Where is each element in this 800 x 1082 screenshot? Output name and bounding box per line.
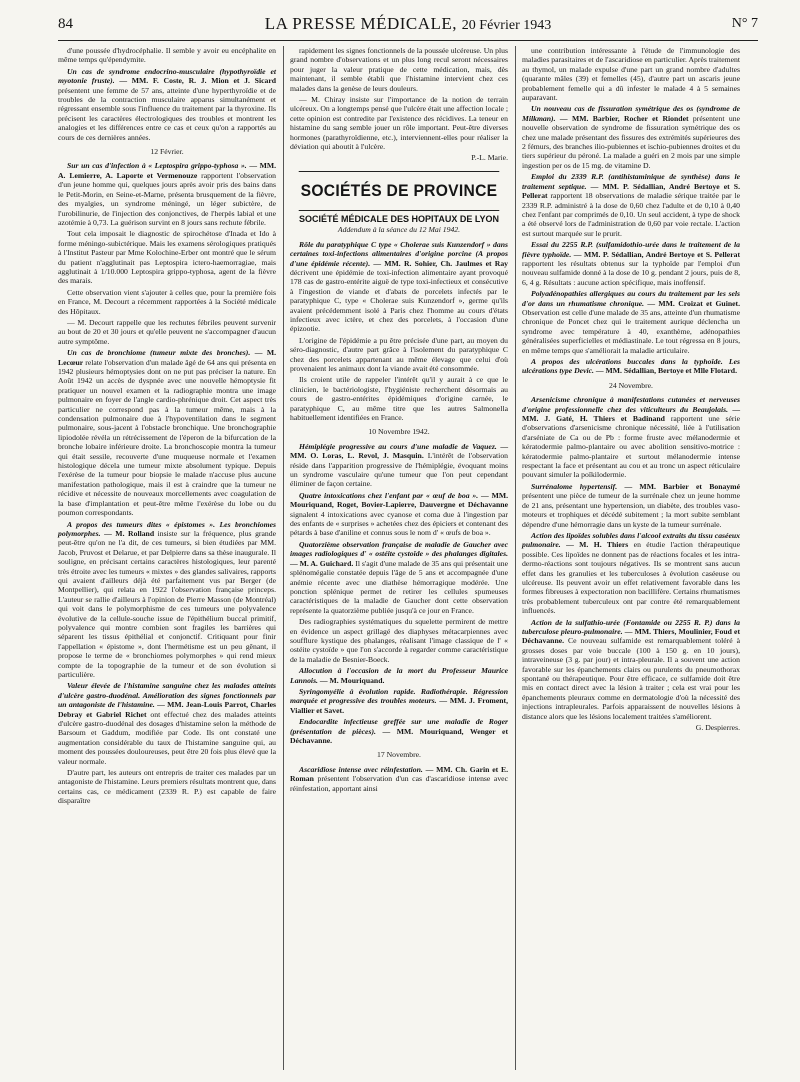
article-body: décrivent une épidémie de toxi-infection alimentaire ayant provoqué 178 cas de gastro-entérite aiguë de type toxi-infectieux et consécutive à l'ingestion de viande et d'abats de porcelets infectés par le paratyphique C, type « Cholerae suis Kunzendorf », germe qu'ils avaient précédemment isolé à Paris chez l'homme au cours d'états infectieux avec ictère, et chez des porcelets, à l'occasion d'une épizootie. <box>290 267 508 334</box>
article <box>522 104 740 170</box>
article <box>522 240 740 287</box>
article-title: Quatre intoxications chez l'enfant par « œuf de boa ». <box>299 490 479 500</box>
article <box>58 520 276 680</box>
column-divider <box>515 46 516 1070</box>
article-authors: — M. A. Guichard. <box>290 558 354 568</box>
paragraph: d'une poussée d'hydrocéphalie. Il semble y avoir eu encéphalite en même temps qu'épendymite. <box>58 46 276 65</box>
article-title: Ascaridiose intense avec réinfestation. <box>299 764 423 774</box>
page-header <box>58 14 758 41</box>
article-authors: — M. H. Thiers <box>566 540 629 550</box>
article-body: rapportent 18 observations de maladie sérique traitée par le 2339 R.P. administré à la dose de 0,60 chez l'adulte et de 0,10 à 0,40 chez l'enfant par comprimés de 0,10. Un seul accident, à type de shock a été observé lors de l'administration de 0,60 par voie rectale. L'action est surtout marquée sur le prurit. <box>522 191 741 238</box>
paragraph: D'autre part, les auteurs ont entrepris de traiter ces malades par un antagoniste de l'histamine. Leurs premiers résultats montrent que, dans certains cas, ce médicament (2339 R. P.) est capable de faire disparaître <box>58 768 276 806</box>
article-title: Rôle du paratyphique C type « Cholerae suis Kunzendorf » dans certaines toxi-infections alimentaires d'origine porcine (A propos d'une épidémie récente). <box>290 239 508 268</box>
article-authors: — MM. J. Froment, Viallier et Savet. <box>290 696 509 715</box>
article-authors: — MM. Mouriquand, Roget, Bovier-Lapierre, Dauvergne et Déchavanne <box>290 490 508 510</box>
article-title: Un cas de bronchiome (tumeur mixte des bronches). <box>67 348 251 358</box>
article-title: Valeur élevée de l'histamine sanguine chez les malades atteints d'ulcère gastro-duodénal. Amélioration des signes fonctionnels par un antagoniste de l'histamine. <box>58 681 276 710</box>
article-title: Polyadénopathies allergiques au cours du traitement par les sels d'or dans un rhumatisme chronique. <box>522 289 740 308</box>
article-authors: — MM. Barbier et Bonaymé <box>624 481 740 491</box>
article-body: présentent une pièce de tumeur de la surrénale chez un jeune homme de 21 ans, présentant une hypertension, un diabète, des troubles vaso-moteurs et trophiques et décédé subitement ; la mort subite semblant dépendre d'une hémorragie dans un kyste de la tumeur surrénale. <box>522 491 740 529</box>
article-authors: — M. Rolland <box>104 528 155 538</box>
article-title: Un cas de syndrome endocrino-musculaire (hypothyroïdie et myotonie fruste). <box>58 66 276 86</box>
session-subtitle: Addendum à la séance du 12 Mai 1942. <box>337 225 461 235</box>
article <box>290 491 508 538</box>
article-body: rapportent les résultats obtenus sur la typhoïde par l'emploi d'un nouveau sulfamide donné à la dose de 10 g. pendant 2 jours, puis de 8, 6, 4 g. Résultats : aucune action spécifique, mais inoffensif. <box>522 258 740 287</box>
article-title: Arsenicisme chronique à manifestations cutanées et nerveuses d'origine professionnelle chez des viticulteurs du Beaujolais. <box>522 395 740 414</box>
article <box>290 240 508 334</box>
paragraph: rapidement les signes fonctionnels de la poussée ulcéreuse. Un plus grand nombre d'observations et un plus long recul seront nécessaires pour juger la valeur pratique de cette médication, mais, dès maintenant, il semble établi que l'histamine intervient chez ces malades dans la genèse de leurs douleurs. <box>290 46 508 93</box>
article <box>290 442 508 489</box>
article-title: Quatorzième observation française de maladie de Gaucher avec images radiologiques d' « ostéite cystoïde » des phalanges digitales. <box>290 539 508 559</box>
society-heading: SOCIÉTÉ MÉDICALE DES HOPITAUX DE LYON <box>298 213 500 224</box>
article <box>58 67 276 142</box>
article-authors: — MM. Thiers, Moulinier, Foud et Déchavanne. <box>522 626 741 646</box>
article <box>522 172 740 238</box>
paragraph: — M. Chiray insiste sur l'importance de la notion de terrain ulcéreux. On a longtemps pensé que l'ulcère était une affection locale ; cette opinion est contredite par l'existence des récidives. La teneur en histamine du sang semble jouer un rôle important. Peut-être diverses hormones (parathyroïdienne, etc.), interviennent-elles pour réaliser la déviation qui aboutit à l'ulcère. <box>290 95 508 152</box>
article-body: insiste sur la fréquence, plus grande peut-être qu'on ne l'a dit, de ces tumeurs, si bien étudiées par MM. Jacob, Pruvost et Delarue, et par Delpierre dans sa thèse inaugurale. Il souligne, en précisant certains caractères histologiques, leur parenté très étroite avec les tumeurs « mixtes » des glandes salivaires, rapports qui avaient d'ailleurs déjà été parfaitement vus par Berger (de Montpellier), qui relata en 1922 l'observation française princeps. L'auteur se rallie d'ailleurs à l'opinion de Pierre Masson (de Montréal) qui voit dans le polymorphisme de ces tumeurs une polyvalence évolutive de la cellule-souche issue de l'épithélium buccal primitif, polyvalence qui montre combien sont fragiles les barrières qui séparent les tissus épithélial et conjonctif. Critiquant pour finir l'appellation « épistome », dont l'hermétisme est un peu gênant, il propose le terme de « bronchiomes polymorphes » qui rend mieux compte de la topographie de la tumeur et de son évolution si particulière. <box>58 528 277 679</box>
paragraph: Cette observation vient s'ajouter à celles que, pour la première fois en France, M. Decourt a récemment rapportées à la Société médicale des Hôpitaux. <box>58 287 276 316</box>
article-authors: — MM. Ch. Garin et E. Roman <box>290 764 508 784</box>
article-title: Endocardite infectieuse greffée sur une maladie de Roger (présentation de pièces). <box>290 717 508 736</box>
article-title: Allocution à l'occasion de la mort du Professeur Maurice Lannois. <box>290 666 508 685</box>
column-3 <box>522 46 740 734</box>
article-body: Observation est celle d'une malade de 35 ans, atteinte d'un rhumatisme chronique de Poncet chez qui le traitement aurique déclencha un syndrome avec température à 40, exanthème, adénopathies généralisées superficielles et médiastinale. Le tout régressa en 8 jours, en même temps que s'améliorait la maladie articulaire. <box>522 307 740 355</box>
column-2 <box>290 46 508 795</box>
article-title: Surrénalome hypertensif. <box>531 481 618 491</box>
article-authors: — MM. Croizat et Guinet. <box>647 298 741 308</box>
signature: G. Despierres. <box>695 723 740 733</box>
article-title: A propos des ulcérations buccales dans la typhoïde. Les ulcérations type Devic. <box>522 357 740 376</box>
article-authors: — M. Lecœur <box>58 348 276 367</box>
article-authors: — M. Mouriquand. <box>319 675 385 685</box>
article <box>290 687 508 715</box>
column-divider <box>283 46 284 1070</box>
article-authors: — MM. Jean-Louis Parrot, Charles Debray et Gabriel Richet <box>58 700 276 719</box>
journal-title <box>58 14 758 34</box>
article-body: relate l'observation d'un malade âgé de 64 ans qui présenta en 1942 plusieurs hémoptysies dont on ne put pas préciser la nature. En Août 1942 un accès de dyspnée avec une nouvelle hémoptysie fit pratiquer un nouvel examen et la radiographie montra une image pulmonaire en foyer de l'angle cardio-phrénique droit. Cet aspect très particulier ne correspond pas à la tumeur même, mais à la condensation pulmonaire due à l'hypoventilation dans le segment pulmonaire, sous-jacent à l'obstacle bronchique. Une bronchographie lipiodolée révéla un rétrécissement de l'éperon de la bifurcation de la bronche lobaire inférieure droite. La bronchoscopie montra la tumeur qui était sessile, recouverte d'une muqueuse normale et l'examen histologique décela une tumeur mixte absolument typique. Depuis l'exérèse de la tumeur pour biopsie le malade n'accuse plus aucune manifestation pathologique, mais il est à craindre que la tumeur ne récidive et nécessite de nouveaux morcellements avec coagulation de la base d'implantation et peut-être même l'exérèse du lobe ou du poumon correspondants. <box>58 357 276 518</box>
paragraph: — M. Decourt rappelle que les rechutes fébriles peuvent survenir au bout de 20 et 30 jours et qu'elle peuvent ne s'accompagner d'aucun autre symptôme. <box>58 317 276 346</box>
article-title: Essai du 2255 R.P. (sulfamidothio-urée dans le traitement de la fièvre typhoïde. <box>522 240 740 259</box>
article <box>290 765 508 793</box>
session-date: 10 Novembre 1942. <box>368 427 430 437</box>
article-body: Ce nouveau sulfamide est remarquablement toléré à grosses doses par voie buccale (100 à 150 g. en 10 jours), intraveineuse (3 g. par jour) et intra-pleurale. Il a souvent une action favorable sur les épanchements clairs ou purulents du pneumothorax spontané ou thérapeutique. Pour être efficace, ce sulfamide doit être mis en contact direct avec la lésion à traiter ; cela est vrai pour les épanchements pleuraux comme en dermatologie d'où la nécessité des injections intrapleurales. Parfois apparaissent de nouvelles lésions à distance alors que les lésions localement traitées s'améliorent. <box>522 636 740 721</box>
paragraph: Tout cela imposait le diagnostic de spirochétose d'Inada et Ido à forme méningo-subictérique. Mais les examens sérologiques pratiqués à l'Institut Pasteur par Mme Kolochine-Erber ont montré que le sérum du patient n'agglutinait pas Leptospira ictero-haemorragiae, mais agglutinait à 1/10.000 Leptospira grippo-typhosa, agent de la fièvre des marais. <box>58 229 276 286</box>
column-1 <box>58 46 276 808</box>
article-authors: — MM. Barbier, Rocher et Riondet <box>559 113 689 123</box>
article <box>58 348 276 517</box>
session-date: 24 Novembre. <box>609 380 653 390</box>
article-body: présentent une femme de 57 ans, atteinte d'une hyperthyroïdie et de troubles de la contraction musculaire apparus simultanément et régressant ensemble sous l'influence du traitement par la thyroxine. Ils précisent les caractères électrologiques des troubles et montrent les analogies et les différences entre ce cas et ceux qu'on a rapportés au cours de ces dernières années. <box>58 85 276 142</box>
article <box>58 161 276 227</box>
article-body: L'intérêt de l'observation réside dans l'apparition progressive de l'hémiplégie, évoquant moins un syndrome vasculaire qu'une tumeur que l'on peut cependant éliminer de façon certaine. <box>290 451 509 489</box>
article-body: présentent une nouvelle observation de syndrome de fissuration symétrique des os chez une malade présentant des fissures des extrémités supérieures des 2 fémurs, des branches ilio-pubiennes et ischio-pubiennes droites et du tiers supérieur du péroné. La malade a guéri en 2 mois par une simple ingestion per os de 15 mg. de vitamine D. <box>522 113 740 170</box>
signature: P.-L. Marie. <box>471 153 508 163</box>
article-body: Il s'agit d'une malade de 35 ans qui présentait une splénomégalie constatée depuis l'âge de 5 ans et accompagnée d'une anémie récente avec une diathèse hémorragique modérée. Une ponction splénique permet de retirer les cellules spumeuses caractéristiques de la maladie de Gaucher dont cette observation représente la quatorzième publiée jusqu'à ce jour en France. <box>290 558 509 615</box>
article-title: Sur un cas d'infection à « Leptospira grippo-typhosa ». <box>67 161 247 171</box>
article-authors: — MM. O. Loras, L. Revol, J. Masquin. <box>290 441 509 461</box>
article-body: en étudie l'action thérapeutique possible. Ces lipoïdes ne donnent pas de réactions focales et les intra-dermo-réactions sont toujours négatives. Ils se montrent sans aucun effet dans les granulies et les tuberculoses à évolution caséeuse ou ulcéreuse. Ils peuvent avoir un effet relativement favorable dans les formes fibreuses à expectoration non bacillifère. Certains rhumatismes très probablement tuberculeux ont par contre été remarquablement influencés. <box>522 540 741 616</box>
article <box>290 540 508 615</box>
article-body: ont effectué chez des malades atteints d'ulcère gastro-duodénal des dosages d'histamine selon la méthode de Barsoum et Gaddum, modifiée par Code. Ils ont constaté une augmentation considérable du taux de l'histamine sanguine qui, au moment des poussées douloureuses, peut être 20 fois plus élevé que la valeur normale. <box>58 709 276 766</box>
issue-date: 20 Février 1943 <box>461 18 552 33</box>
article-authors: — MM. A. Lemierre, A. Laporte et Vermenouze <box>58 161 277 180</box>
paragraph: Des radiographies systématiques du squelette permirent de mettre en évidence un aspect grillagé des diaphyses métacarpiennes avec soufflure kystique des phalanges, réalisant l'image classique de l' « ostéite cystoïde » que l'on s'accorde à regarder comme caractéristique de la maladie de Besnier-Boeck. <box>290 617 508 664</box>
article-authors: — MM. Mouriquand, Wenger et Déchavanne. <box>290 726 508 745</box>
paragraph: une contribution intéressante à l'étude de l'immunologie des maladies parasitaires et de l'ascaridiose en particulier. Après traitement au thymol, un malade expulse d'une part un grand nombre d'adultes (quarante mâles (39) et femelles (45), d'autre part un ascaris jeune probablement femelle qui a dû infester le malade 4 à 5 semaines auparavant. <box>522 46 740 103</box>
article-title: Hémiplégie progressive au cours d'une maladie de Vaquez. <box>299 441 497 451</box>
article-authors: — MM. Sédallian, Bertoye et Mlle Flotard. <box>595 366 737 376</box>
article-body: présentent l'observation d'un cas d'ascaridiose intense avec réinfestation, apportant ainsi <box>290 774 508 793</box>
article-title: A propos des tumeurs dites « épistomes ». Les bronchiomes polymorphes. <box>58 519 276 538</box>
article <box>522 618 740 721</box>
article-body: signalent 4 intoxications avec cyanose et coma due à l'ingestion par des enfants de « surprises » achetées chez des épiciers et contenant des pétards à base d'aniline et connus sous le nom d' « œufs de boa ». <box>290 509 508 538</box>
section-heading: SOCIÉTÉS DE PROVINCE <box>299 171 500 211</box>
article <box>290 717 508 745</box>
article-title: Syringomyélie à évolution rapide. Radiothérapie. Régression marquée et progressive des troubles moteurs. <box>290 686 508 706</box>
article-body: rapportent l'observation d'un jeune homme qui, quelques jours après avoir pris des bains dans le Petit-Morin, en Seine-et-Marne, présenta brusquement de la fièvre, des myalgies, un syndrome méningé, un léger subictère, de l'urobilinurie, de l'injection des conjonctives, de l'herpès labial et une azotémie à 0,73. La guérison survint en 8 jours sans rechute fébrile. <box>58 170 277 227</box>
article <box>522 482 740 529</box>
issue-number: N° 7 <box>731 16 758 31</box>
article <box>522 289 740 355</box>
article <box>522 357 740 376</box>
article-authors: — MM. P. Sédallian, André Bertoye et S. Pellerat <box>573 249 741 259</box>
journal-name: LA PRESSE MÉDICALE, <box>264 14 458 33</box>
article-title: Un nouveau cas de fissuration symétrique des os (syndrome de Milkman). <box>522 104 740 123</box>
article-title: Action de la sulfathio-urée (Fontamide ou 2255 R. P.) dans la tuberculose pleuro-pulmonaire. <box>522 617 740 636</box>
article <box>290 666 508 685</box>
article-authors: — MM. J. Gaté, H. Thiers et Badinand <box>522 404 740 424</box>
article-authors: — MM. R. Sohier, Ch. Jaulmes et Ray <box>373 258 509 268</box>
article-body: rapportent une série d'observations d'arsenicisme chronique nécessité, liée à l'utilisation d'arséniate de Ca ou de Pb : forme fruste avec mélanodermie et kératodermie palmo-plantaire ou avec abolition sensitivo-motrice : kératodermie palmo-plantaire et surtout mélanodermie intense respectant la face et présentant au cou et au tronc un aspect réticulaire pouvant simuler la poïkilodermie. <box>522 414 741 480</box>
article-authors: — MM. F. Coste, R. J. Mion et J. Sicard <box>119 76 277 86</box>
session-date: 12 Février. <box>150 147 184 157</box>
article-title: Emploi du 2339 R.P. (antihistaminique de synthèse) dans le traitement septique. <box>522 172 740 191</box>
paragraph: L'origine de l'épidémie a pu être précisée d'une part, au moyen du séro-diagnostic, d'autre part grâce à l'isolement du paratyphique C chez des porcelets appartenant au même élevage que celui d'où provenaient les animaux dont la viande avait été consommée. <box>290 335 508 373</box>
article <box>522 395 740 480</box>
session-date: 17 Novembre. <box>377 750 421 760</box>
article-title: Action des lipoïdes solubles dans l'alcool extraits du tissu caséeux pulmonaire. <box>522 530 740 550</box>
page-number: 84 <box>58 16 73 32</box>
article <box>58 681 276 766</box>
article-authors: — MM. P. Sédallian, André Bertoye et S. Pellerat <box>522 181 740 201</box>
article <box>522 531 740 616</box>
paragraph: Ils croient utile de rappeler l'intérêt qu'il y aurait à ce que le clinicien, le bactériologiste, l'hygiéniste recherchent désormais au cours de gastro-entérites épidémiques d'origine carnée, le paratyphique C, au même titre que les autres Salmonella habituellement identifiées en France. <box>290 375 508 422</box>
